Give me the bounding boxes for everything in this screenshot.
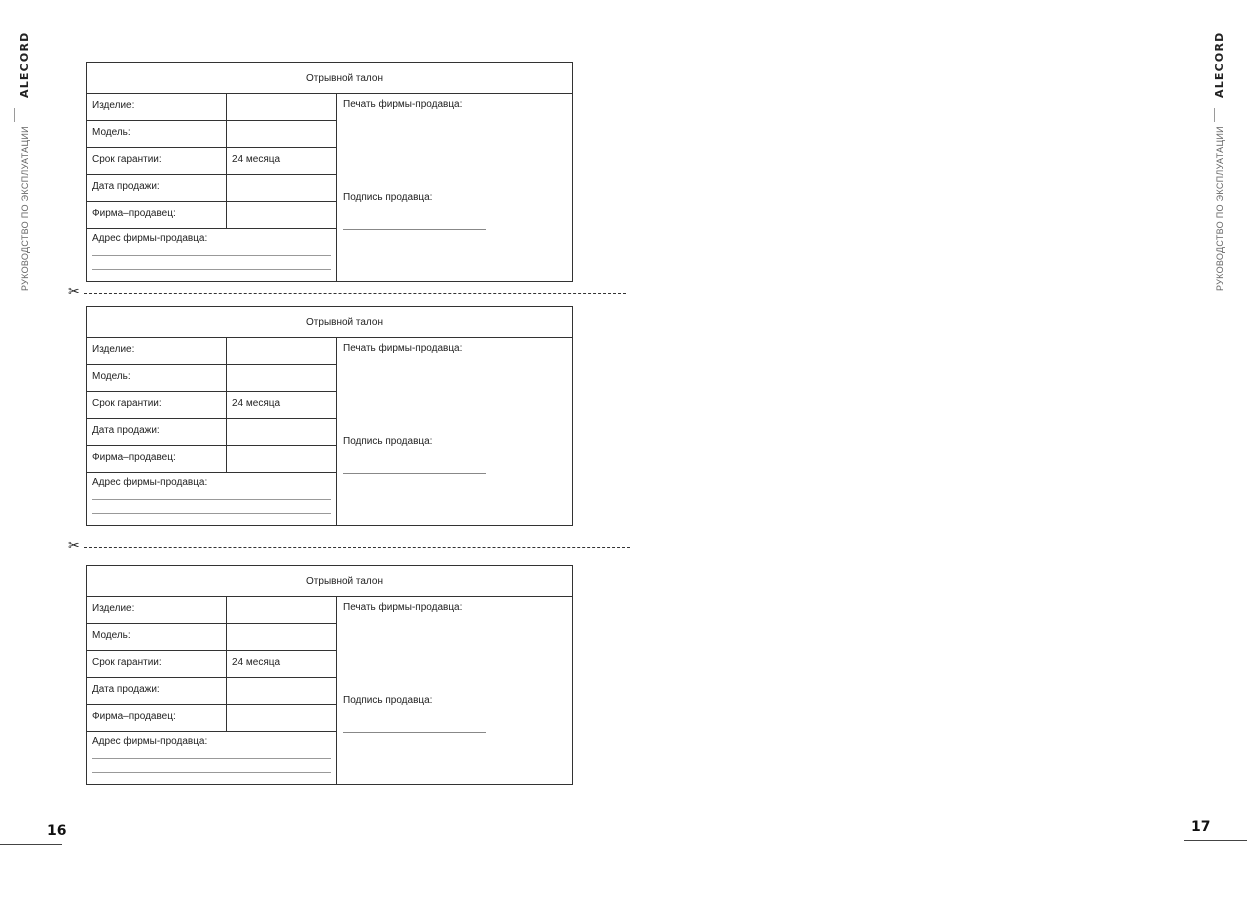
signature-label: Подпись продавца: xyxy=(343,695,433,706)
stamp-label: Печать фирмы-продавца: xyxy=(343,99,463,110)
scissors-icon: ✂ xyxy=(68,537,80,553)
margin-divider-left xyxy=(14,108,15,122)
field-label-seller-address: Адрес фирмы-продавца: xyxy=(92,477,208,488)
address-line[interactable] xyxy=(92,758,331,759)
row-divider xyxy=(87,472,336,473)
row-divider xyxy=(87,120,336,121)
signature-line[interactable] xyxy=(343,229,486,230)
address-line[interactable] xyxy=(92,499,331,500)
field-label-model: Модель: xyxy=(92,127,131,138)
stamp-label: Печать фирмы-продавца: xyxy=(343,343,463,354)
signature-label: Подпись продавца: xyxy=(343,436,433,447)
field-label-seller-address: Адрес фирмы-продавца: xyxy=(92,736,208,747)
row-divider xyxy=(87,623,336,624)
tear-off-coupon xyxy=(86,565,573,785)
coupon-title: Отрывной талон xyxy=(87,566,572,597)
signature-line[interactable] xyxy=(343,732,486,733)
field-label-seller-address: Адрес фирмы-продавца: xyxy=(92,233,208,244)
tear-off-coupon xyxy=(86,62,573,282)
signature-line[interactable] xyxy=(343,473,486,474)
field-label-warranty: Срок гарантии: xyxy=(92,657,162,668)
value-column-divider xyxy=(226,338,227,473)
address-line[interactable] xyxy=(92,772,331,773)
field-value-warranty[interactable]: 24 месяца xyxy=(232,154,281,165)
field-label-sale-date: Дата продажи: xyxy=(92,181,160,192)
signature-label: Подпись продавца: xyxy=(343,192,433,203)
row-divider xyxy=(87,364,336,365)
value-column-divider xyxy=(226,94,227,229)
field-label-warranty: Срок гарантии: xyxy=(92,398,162,409)
value-column-divider xyxy=(226,597,227,732)
address-line[interactable] xyxy=(92,513,331,514)
field-label-warranty: Срок гарантии: xyxy=(92,154,162,165)
cut-line xyxy=(68,283,630,300)
field-value-warranty[interactable]: 24 месяца xyxy=(232,398,281,409)
row-divider xyxy=(87,445,336,446)
page-number-left: 16 xyxy=(47,823,67,839)
row-divider xyxy=(87,650,336,651)
cut-line xyxy=(68,537,634,554)
row-divider xyxy=(87,228,336,229)
brand-logo-right: ALECORD xyxy=(1213,31,1226,98)
dashed-line xyxy=(84,547,630,548)
row-divider xyxy=(87,174,336,175)
field-label-seller: Фирма–продавец: xyxy=(92,208,176,219)
row-divider xyxy=(87,391,336,392)
page-number-rule-right xyxy=(1184,840,1247,841)
row-divider xyxy=(87,418,336,419)
column-divider xyxy=(336,94,337,281)
column-divider xyxy=(336,597,337,784)
coupon-title: Отрывной талон xyxy=(87,63,572,94)
manual-subtitle-right: РУКОВОДСТВО ПО ЭКСПЛУАТАЦИИ xyxy=(1215,126,1225,291)
address-line[interactable] xyxy=(92,269,331,270)
page-number-right: 17 xyxy=(1191,819,1211,835)
tear-off-coupon xyxy=(86,306,573,526)
column-divider xyxy=(336,338,337,525)
field-value-warranty[interactable]: 24 месяца xyxy=(232,657,281,668)
field-label-sale-date: Дата продажи: xyxy=(92,684,160,695)
page-number-rule-left xyxy=(0,844,62,845)
brand-logo-left: ALECORD xyxy=(18,31,31,98)
address-line[interactable] xyxy=(92,255,331,256)
row-divider xyxy=(87,704,336,705)
field-label-seller: Фирма–продавец: xyxy=(92,452,176,463)
manual-subtitle-left: РУКОВОДСТВО ПО ЭКСПЛУАТАЦИИ xyxy=(20,126,30,291)
margin-divider-right xyxy=(1214,108,1215,122)
field-label-model: Модель: xyxy=(92,371,131,382)
dashed-line xyxy=(84,293,626,294)
stamp-label: Печать фирмы-продавца: xyxy=(343,602,463,613)
field-label-product: Изделие: xyxy=(92,100,135,111)
field-label-product: Изделие: xyxy=(92,344,135,355)
field-label-product: Изделие: xyxy=(92,603,135,614)
field-label-seller: Фирма–продавец: xyxy=(92,711,176,722)
coupon-title: Отрывной талон xyxy=(87,307,572,338)
scissors-icon: ✂ xyxy=(68,283,80,299)
row-divider xyxy=(87,201,336,202)
row-divider xyxy=(87,147,336,148)
field-label-model: Модель: xyxy=(92,630,131,641)
field-label-sale-date: Дата продажи: xyxy=(92,425,160,436)
row-divider xyxy=(87,677,336,678)
row-divider xyxy=(87,731,336,732)
